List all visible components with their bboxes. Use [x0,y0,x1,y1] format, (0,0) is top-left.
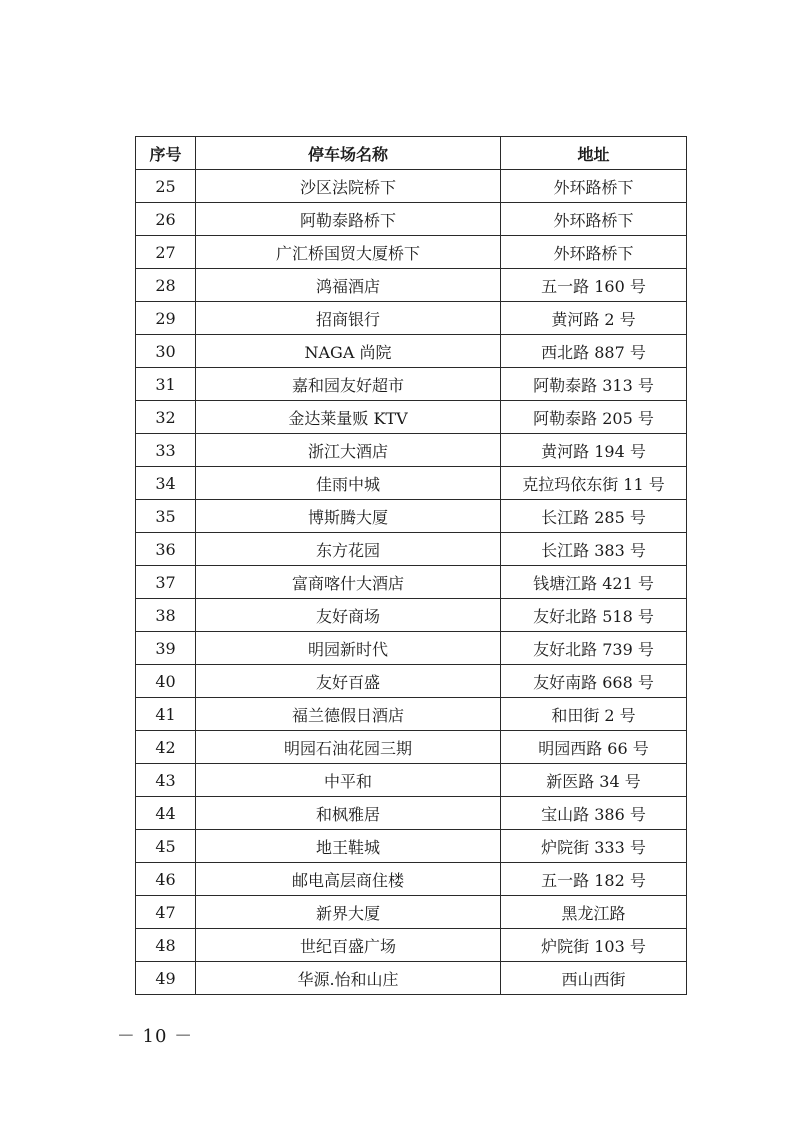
cell-address: 友好南路 668 号 [501,665,687,698]
table-row [136,203,687,236]
cell-index: 28 [136,269,196,302]
cell-address: 长江路 383 号 [501,533,687,566]
cell-index: 36 [136,533,196,566]
cell-address: 明园西路 66 号 [501,731,687,764]
table-row [136,302,687,335]
table-row [136,170,687,203]
cell-index: 39 [136,632,196,665]
cell-address: 西北路 887 号 [501,335,687,368]
cell-address: 阿勒泰路 205 号 [501,401,687,434]
cell-parking-name: 佳雨中城 [196,467,501,500]
table-row [136,236,687,269]
cell-address: 新医路 34 号 [501,764,687,797]
table-row [136,962,687,995]
cell-index: 38 [136,599,196,632]
cell-address: 友好北路 739 号 [501,632,687,665]
table-row [136,500,687,533]
cell-parking-name: 阿勒泰路桥下 [196,203,501,236]
table-row [136,797,687,830]
cell-parking-name: 博斯腾大厦 [196,500,501,533]
table-row [136,665,687,698]
cell-index: 47 [136,896,196,929]
cell-parking-name: 嘉和园友好超市 [196,368,501,401]
table-row [136,434,687,467]
cell-address: 西山西街 [501,962,687,995]
table-row [136,863,687,896]
cell-index: 32 [136,401,196,434]
cell-index: 48 [136,929,196,962]
cell-index: 45 [136,830,196,863]
page-number: － 10 － [116,1026,194,1047]
cell-address: 外环路桥下 [501,203,687,236]
table-row [136,929,687,962]
cell-index: 33 [136,434,196,467]
cell-parking-name: 福兰德假日酒店 [196,698,501,731]
cell-address: 五一路 160 号 [501,269,687,302]
cell-parking-name: 新界大厦 [196,896,501,929]
cell-parking-name: 招商银行 [196,302,501,335]
cell-parking-name: 沙区法院桥下 [196,170,501,203]
cell-address: 阿勒泰路 313 号 [501,368,687,401]
cell-address: 黑龙江路 [501,896,687,929]
cell-index: 34 [136,467,196,500]
cell-address: 克拉玛依东街 11 号 [501,467,687,500]
cell-address: 宝山路 386 号 [501,797,687,830]
cell-parking-name: 富商喀什大酒店 [196,566,501,599]
cell-parking-name: 鸿福酒店 [196,269,501,302]
cell-index: 42 [136,731,196,764]
table-row [136,269,687,302]
cell-parking-name: 广汇桥国贸大厦桥下 [196,236,501,269]
cell-parking-name: NAGA 尚院 [196,335,501,368]
table-row [136,401,687,434]
cell-index: 35 [136,500,196,533]
cell-address: 黄河路 194 号 [501,434,687,467]
table-row [136,599,687,632]
cell-index: 40 [136,665,196,698]
cell-parking-name: 友好商场 [196,599,501,632]
table-row [136,764,687,797]
table-header-row [136,137,687,170]
table-row [136,632,687,665]
cell-address: 长江路 285 号 [501,500,687,533]
table-row [136,368,687,401]
cell-parking-name: 和枫雅居 [196,797,501,830]
cell-index: 46 [136,863,196,896]
cell-index: 43 [136,764,196,797]
cell-parking-name: 明园新时代 [196,632,501,665]
cell-index: 25 [136,170,196,203]
cell-parking-name: 地王鞋城 [196,830,501,863]
cell-index: 29 [136,302,196,335]
cell-index: 30 [136,335,196,368]
cell-address: 友好北路 518 号 [501,599,687,632]
cell-parking-name: 华源.怡和山庄 [196,962,501,995]
cell-index: 44 [136,797,196,830]
cell-index: 37 [136,566,196,599]
table-row [136,830,687,863]
cell-parking-name: 明园石油花园三期 [196,731,501,764]
table-row [136,731,687,764]
cell-index: 31 [136,368,196,401]
cell-index: 41 [136,698,196,731]
header-parking-name: 停车场名称 [196,137,501,170]
cell-address: 炉院街 103 号 [501,929,687,962]
cell-address: 黄河路 2 号 [501,302,687,335]
cell-parking-name: 东方花园 [196,533,501,566]
cell-parking-name: 世纪百盛广场 [196,929,501,962]
cell-address: 钱塘江路 421 号 [501,566,687,599]
cell-index: 49 [136,962,196,995]
cell-parking-name: 金达莱量贩 KTV [196,401,501,434]
table-row [136,896,687,929]
header-address: 地址 [501,137,687,170]
table-row [136,566,687,599]
table-row [136,335,687,368]
cell-index: 27 [136,236,196,269]
table-row [136,533,687,566]
cell-address: 炉院街 333 号 [501,830,687,863]
table-body [136,170,687,995]
table-row [136,698,687,731]
parking-lot-table [135,136,687,995]
cell-address: 和田街 2 号 [501,698,687,731]
parking-lot-table-container [135,136,686,995]
cell-address: 五一路 182 号 [501,863,687,896]
header-index: 序号 [136,137,196,170]
cell-parking-name: 邮电高层商住楼 [196,863,501,896]
cell-index: 26 [136,203,196,236]
cell-parking-name: 浙江大酒店 [196,434,501,467]
cell-address: 外环路桥下 [501,236,687,269]
cell-parking-name: 友好百盛 [196,665,501,698]
table-row [136,467,687,500]
cell-address: 外环路桥下 [501,170,687,203]
cell-parking-name: 中平和 [196,764,501,797]
